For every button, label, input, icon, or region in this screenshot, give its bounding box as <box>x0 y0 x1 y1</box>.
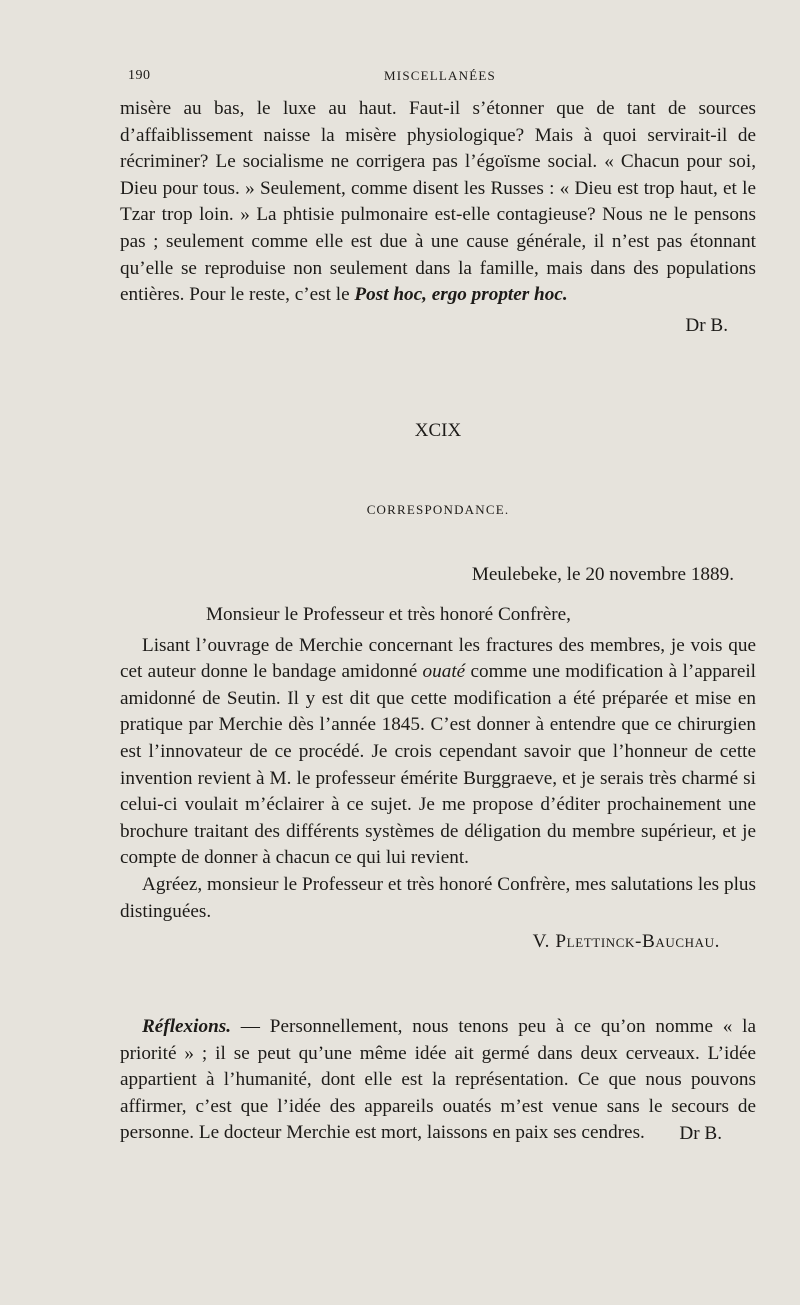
letter <box>120 602 756 956</box>
previous-article-ending <box>120 96 756 339</box>
running-title: MISCELLANÉES <box>384 68 496 83</box>
section-title: CORRESPONDANCE. <box>366 502 510 517</box>
letter-body-italic: ouaté <box>422 661 466 683</box>
letter-salutation: Monsieur le Professeur et très honoré Confrère, <box>206 604 571 625</box>
reflexions-text: — Personnellement, nous tenons peu à ce qu’on nomme « la priorité » ; il se peut qu’une même idée ait germé dans deux cerveaux. L’idée appartient à l’humanité, dont elle est la représentation. Ce que nous pouvons affirmer, c’est que l’idée des appareils ouatés m’est venue sans le secours de personne. Le docteur Merchie est mort, laissons en paix ses cendres. <box>120 1016 756 1144</box>
section-number: XCIX <box>414 420 462 441</box>
latin-phrase: Post hoc, ergo propter hoc. <box>354 284 568 306</box>
letter-signature: V. Plettinck-Bauchau. <box>532 931 720 953</box>
page-number: 190 <box>128 68 151 83</box>
previous-article-text: misère au bas, le luxe au haut. Faut-il s’étonner que de tant de sources d’affaiblissement naisse la misère physiologique? Mais à quoi servirait-il de récriminer? Le socialisme ne corrigera pas l’égoïsme social. « Chacun pour soi, Dieu pour tous. » Seulement, comme disent les Russes : « Dieu est trop haut, et le Tzar trop loin. » La phtisie pulmonaire est-elle contagieuse? Nous ne le pensons pas ; seulement comme elle est due à une cause générale, il n’est pas étonnant qu’elle se reproduise non seulement dans la famille, mais dans des populations entières. Pour le reste, c’est le <box>120 98 756 306</box>
previous-article-signature: Dr B. <box>685 314 728 336</box>
reflexions <box>120 1014 756 1148</box>
letter-body <box>120 633 756 872</box>
letter-closing: Agréez, monsieur le Professeur et très honoré Confrère, mes salutations les plus distinguées. <box>120 873 756 922</box>
letter-body-rest: comme une modification à l’appareil amidonné de Seutin. Il y est dit que cette modification a été préparée et mise en pratique par Merchie dès l’année 1845. C’est donner à entendre que ce chirurgien est l’innovateur de ce procédé. Je crois cependant savoir que l’honneur de cette invention revient à M. le professeur émérite Burggraeve, et je serais très charmé si celui-ci voulait m’éclairer à ce sujet. Je me propose d’éditer prochainement une brochure traitant des différents systèmes de déligation du membre supérieur, et je compte de donner à chacun ce qui lui revient. <box>120 661 756 869</box>
reflexions-label: Réflexions. <box>142 1016 232 1037</box>
letter-body-start: Lisant l’ouvrage de Merchie concernant les fractures des membres, je vois que cet auteur donne le bandage amidonné <box>120 634 756 683</box>
previous-article-paragraph <box>120 96 756 309</box>
page-header <box>120 68 760 90</box>
reflexions-signature: Dr B. <box>679 1122 722 1144</box>
letter-place-date: Meulebeke, le 20 novembre 1889. <box>471 564 734 585</box>
